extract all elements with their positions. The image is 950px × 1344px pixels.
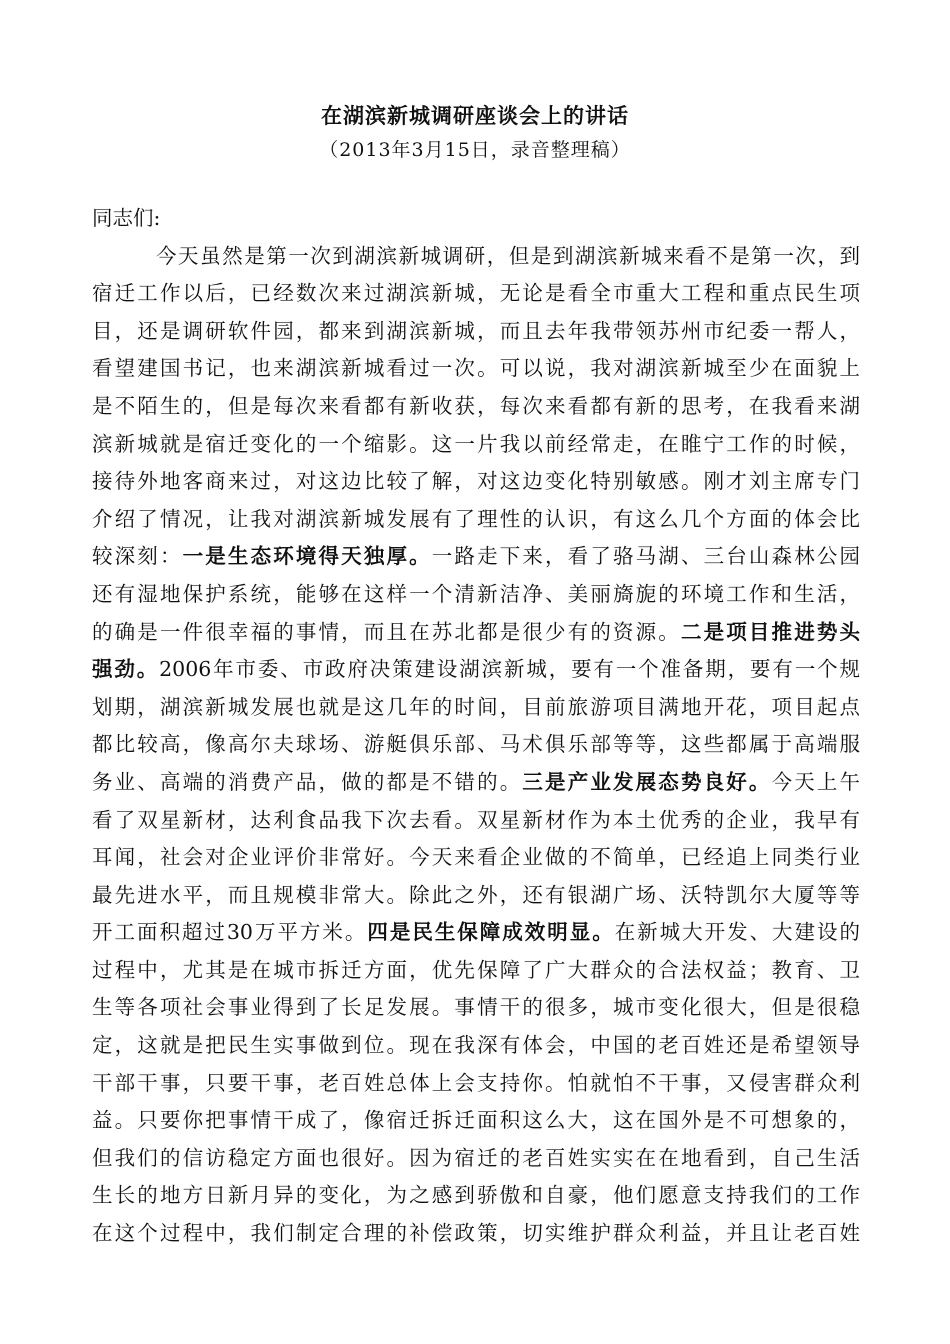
text-line: [92, 989, 860, 1027]
text-line: [92, 426, 860, 464]
text-line: [92, 238, 860, 276]
body-text: 定，这就是把民生实事做到位。现在我深有体会，中国的老百姓还是希望领导: [92, 1033, 860, 1058]
body-text: 看望建国书记，也来湖滨新城看过一次。可以说，我对湖滨新城至少在面貌上: [92, 356, 860, 381]
body-text: 生长的地方日新月异的变化，为之感到骄傲和自豪，他们愿意支持我们的工作: [92, 1183, 860, 1208]
bold-heading-text: 四是民生保障成效明显。: [367, 920, 615, 945]
text-line: [92, 313, 860, 351]
text-line: [92, 1215, 860, 1253]
body-text: 过程中，尤其是在城市拆迁方面，优先保障了广大群众的合法权益；教育、卫: [92, 957, 860, 982]
bold-heading-text: 三是产业发展态势良好。: [522, 769, 772, 794]
text-line: [92, 463, 860, 501]
text-line: [92, 576, 860, 614]
text-line: [92, 350, 860, 388]
speech-paragraph: [92, 238, 860, 1253]
text-line: [92, 538, 860, 576]
body-text: 目，还是调研软件园，都来到湖滨新城，而且去年我带领苏州市纪委一帮人，: [92, 318, 860, 343]
body-text: 的确是一件很幸福的事情，而且在苏北都是很少有的资源。: [92, 619, 681, 644]
body-text: 划期，湖滨新城发展也就是这几年的时间，目前旅游项目满地开花，项目起点: [92, 694, 860, 719]
body-text: 是不陌生的，但是每次来看都有新收获，每次来看都有新的思考，在我看来湖: [92, 393, 860, 418]
body-text: 干部干事，只要干事，老百姓总体上会支持你。怕就怕不干事，又侵害群众利: [92, 1070, 860, 1095]
body-text: 最先进水平，而且规模非常大。除此之外，还有银湖广场、沃特凯尔大厦等等: [92, 882, 860, 907]
body-text: 都比较高，像高尔夫球场、游艇俱乐部、马术俱乐部等等，这些都属于高端服: [92, 732, 860, 757]
document-title: 在湖滨新城调研座谈会上的讲话: [321, 103, 629, 128]
body-text: 2006年市委、市政府决策建设湖滨新城，要有一个准备期，要有一个规: [159, 657, 860, 682]
bold-heading-text: 一是生态环境得天独厚。: [182, 544, 432, 569]
document-body: [92, 200, 860, 1253]
text-line: [92, 764, 860, 802]
body-text: 但我们的信访稳定方面也很好。因为宿迁的老百姓实实在在地看到，自己生活: [92, 1145, 860, 1170]
text-line: [92, 1065, 860, 1103]
text-line: [92, 726, 860, 764]
body-text: 务业、高端的消费产品，做的都是不错的。: [92, 769, 523, 794]
body-text: 今天虽然是第一次到湖滨新城调研，但是到湖滨新城来看不是第一次，到: [156, 243, 860, 268]
text-line: [92, 952, 860, 990]
body-text: 滨新城就是宿迁变化的一个缩影。这一片我以前经常走，在睢宁工作的时候，: [92, 431, 860, 456]
body-text: 看了双星新材，达利食品我下次去看。双星新材作为本土优秀的企业，我早有: [92, 807, 860, 832]
text-line: [92, 914, 860, 952]
body-text: 宿迁工作以后，已经数次来过湖滨新城，无论是看全市重大工程和重点民生项: [92, 281, 860, 306]
bold-heading-text: 二是项目推进势头: [680, 619, 860, 644]
body-text: 介绍了情况，让我对湖滨新城发展有了理性的认识，有这么几个方面的体会比: [92, 506, 860, 531]
text-line: [92, 802, 860, 840]
document-subtitle: （2013年3月15日，录音整理稿）: [319, 139, 631, 161]
bold-heading-text: 强劲。: [92, 657, 160, 682]
text-line: [92, 839, 860, 877]
body-text: 开工面积超过30万平方米。: [92, 920, 368, 945]
text-line: [92, 877, 860, 915]
body-text: 接待外地客商来过，对这边比较了解，对这边变化特别敏感。刚才刘主席专门: [92, 469, 860, 494]
body-text: 益。只要你把事情干成了，像宿迁拆迁面积这么大，这在国外是不可想象的，: [92, 1108, 860, 1133]
body-text: 一路走下来，看了骆马湖、三台山森林公园: [431, 544, 861, 569]
text-line: [92, 1177, 860, 1215]
body-text: 较深刻：: [92, 544, 183, 569]
text-line: [92, 689, 860, 727]
body-text: 在这个过程中，我们制定合理的补偿政策，切实维护群众利益，并且让老百姓: [92, 1221, 860, 1246]
body-text: 在新城大开发、大建设的: [614, 920, 861, 945]
body-text: 今天上午: [771, 769, 861, 794]
body-text: 还有湿地保护系统，能够在这样一个清新洁净、美丽旖旎的环境工作和生活，: [92, 581, 860, 606]
text-line: [92, 1102, 860, 1140]
text-line: [92, 388, 860, 426]
body-text: 生等各项社会事业得到了长足发展。事情干的很多，城市变化很大，但是很稳: [92, 995, 860, 1020]
text-line: [92, 1140, 860, 1178]
body-text: 耳闻，社会对企业评价非常好。今天来看企业做的不简单，已经追上同类行业: [92, 845, 860, 870]
text-line: [92, 275, 860, 313]
text-line: [92, 614, 860, 652]
text-line: [92, 1027, 860, 1065]
text-line: [92, 501, 860, 539]
salutation: 同志们:: [92, 206, 161, 230]
text-line: [92, 651, 860, 689]
